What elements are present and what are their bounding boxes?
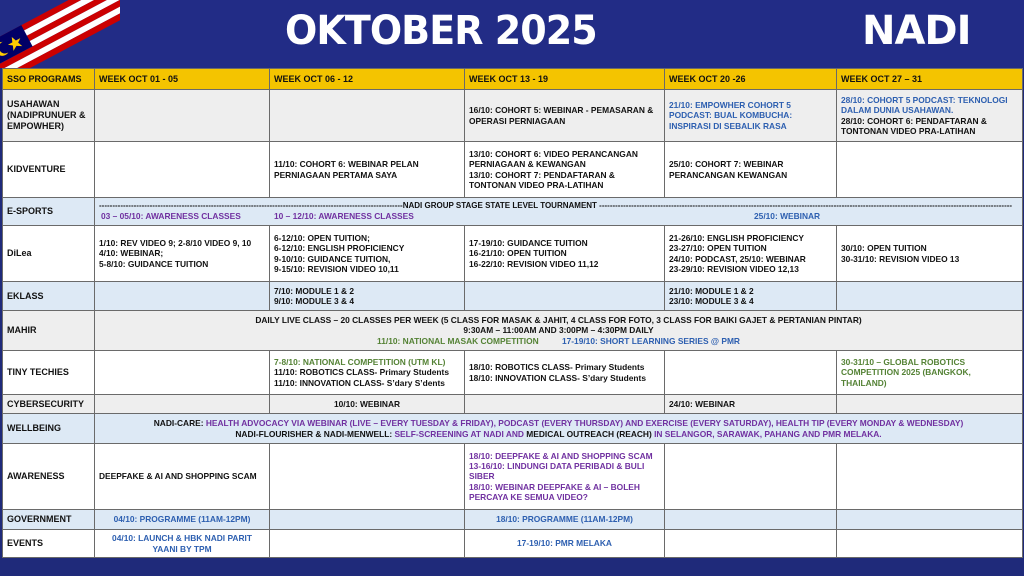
table-cell	[270, 90, 465, 142]
table-cell: 24/10: WEBINAR	[665, 395, 837, 414]
cell-line: 28/10: COHORT 5 PODCAST: TEKNOLOGI DALAM DUNIA USAHAWAN.	[841, 95, 1008, 116]
cell-line: 10 – 12/10: AWARENESS CLASSES	[274, 210, 414, 221]
cell-text: MEDICAL OUTREACH (REACH)	[526, 428, 655, 439]
cell-line: 13/10: COHORT 7: PENDAFTARAN & TONTONAN VIDEO PRA-LATIHAN	[469, 169, 615, 190]
table-cell	[665, 530, 837, 558]
cell-line: 1/10: REV VIDEO 9; 2-8/10 VIDEO 9, 10	[99, 238, 252, 249]
cell-line: 25/10: WEBINAR	[754, 210, 821, 221]
table-cell	[270, 530, 465, 558]
cell-line: 24/10: PODCAST, 25/10: WEBINAR	[669, 253, 806, 264]
program-label: CYBERSECURITY	[3, 395, 95, 414]
cell-text: 11/10: NATIONAL MASAK COMPETITION	[377, 335, 539, 346]
table-row-wellbeing	[3, 414, 1023, 444]
table-cell	[270, 282, 465, 311]
table-cell	[270, 226, 465, 282]
table-cell	[837, 142, 1023, 198]
table-cell	[465, 444, 665, 510]
program-label: EVENTS	[3, 530, 95, 558]
table-cell	[665, 510, 837, 530]
cell-text: NADI-FLOURISHER & NADI-MENWELL:	[235, 428, 395, 439]
table-cell	[665, 226, 837, 282]
cell-line: 23-27/10: OPEN TUITION	[669, 243, 767, 254]
tournament-banner: ------------------------------------------------------------------------------------------------------------------NADI GROUP STAGE STATE LEVEL TOURNAMENT -----------------------------------------------------------------------------------------------------------------------------------------------------------	[99, 201, 1013, 211]
cell-line: 6-12/10: ENGLISH PROFICIENCY	[274, 243, 405, 254]
cell-line: 9-15/10: REVISION VIDEO 10,11	[274, 263, 399, 274]
cell-line: 7/10: MODULE 1 & 2	[274, 285, 355, 296]
page-title: OKTOBER 2025	[285, 8, 597, 54]
table-cell	[95, 226, 270, 282]
cell-text: IN SELANGOR, SARAWAK, PAHANG AND PMR MELAKA.	[654, 428, 882, 439]
table-cell	[95, 351, 270, 395]
table-cell	[95, 395, 270, 414]
cell-line: 21-26/10: ENGLISH PROFICIENCY	[669, 233, 804, 243]
column-header: WEEK OCT 27 – 31	[837, 69, 1023, 90]
table-row-tiny-techies	[3, 351, 1023, 395]
cell-line	[99, 336, 1018, 346]
cell-line: 30-31/10: REVISION VIDEO 13	[841, 253, 960, 264]
table-row-dilea	[3, 226, 1023, 282]
table-row-mahir	[3, 311, 1023, 351]
program-label: AWARENESS	[3, 444, 95, 510]
cell-line: 9-10/10: GUIDANCE TUITION,	[274, 253, 391, 264]
table-cell	[465, 282, 665, 311]
cell-line: 4/10: WEBINAR;	[99, 248, 164, 259]
program-label: E-SPORTS	[3, 198, 95, 226]
cell-line: 23-29/10: REVISION VIDEO 12,13	[669, 263, 799, 274]
table-cell	[837, 395, 1023, 414]
table-cell	[665, 282, 837, 311]
cell-line: 23/10: MODULE 3 & 4	[669, 296, 754, 306]
table-row-esports	[3, 198, 1023, 226]
table-cell	[95, 414, 1023, 444]
table-cell	[95, 198, 1023, 226]
cell-line: 5-8/10: GUIDANCE TUITION	[99, 258, 209, 269]
table-cell: 17-19/10: PMR MELAKA	[465, 530, 665, 558]
table-cell: 16/10: COHORT 5: WEBINAR - PEMASARAN & OPERASI PERNIAGAAN	[465, 90, 665, 142]
program-label: GOVERNMENT	[3, 510, 95, 530]
cell-line: 13/10: COHORT 6: VIDEO PERANCANGAN PERNIAGAAN & KEWANGAN	[469, 149, 638, 170]
cell-line: 17-19/10: GUIDANCE TUITION	[469, 238, 588, 249]
table-cell	[465, 142, 665, 198]
brand-name: NADI	[862, 8, 971, 54]
cell-line: DAILY LIVE CLASS – 20 CLASSES PER WEEK (5 CLASS FOR MASAK & JAHIT, 4 CLASS FOR FOTO, 3 CLASS FOR BAIKI GAJET & PERTANIAN PINTAR)	[255, 315, 862, 326]
cell-text: SELF-SCREENING AT NADI AND	[394, 428, 527, 439]
column-header: SSO PROGRAMS	[3, 69, 95, 90]
cell-line: 11/10: ROBOTICS CLASS- Primary Students	[274, 367, 449, 378]
cell-line: 28/10: COHORT 6: PENDAFTARAN & TONTONAN VIDEO PRA-LATIHAN	[841, 115, 987, 136]
cell-line: 18/10: ROBOTICS CLASS- Primary Students	[469, 362, 645, 373]
column-header: WEEK OCT 06 - 12	[270, 69, 465, 90]
program-label: KIDVENTURE	[3, 142, 95, 198]
cell-line: 7-8/10: NATIONAL COMPETITION (UTM KL)	[274, 357, 446, 368]
table-cell	[465, 351, 665, 395]
table-cell: 25/10: COHORT 7: WEBINAR PERANCANGAN KEWANGAN	[665, 142, 837, 198]
schedule-table	[2, 68, 1023, 558]
table-row-awareness	[3, 444, 1023, 510]
cell-text: 17-19/10: SHORT LEARNING SERIES @ PMR	[561, 335, 740, 346]
table-row-kidventure	[3, 142, 1023, 198]
program-label: DiLea	[3, 226, 95, 282]
table-cell	[95, 282, 270, 311]
cell-line: 18/10: WEBINAR DEEPFAKE & AI – BOLEH PERCAYA KE SEMUA VIDEO?	[469, 481, 640, 502]
program-label: TINY TECHIES	[3, 351, 95, 395]
table-row-eklass	[3, 282, 1023, 311]
esports-events	[99, 211, 1018, 222]
program-label: WELLBEING	[3, 414, 95, 444]
table-cell	[270, 510, 465, 530]
table-cell	[837, 510, 1023, 530]
table-cell	[95, 90, 270, 142]
table-cell: DEEPFAKE & AI AND SHOPPING SCAM	[95, 444, 270, 510]
table-cell	[95, 311, 1023, 351]
cell-text: HEALTH ADVOCACY VIA WEBINAR (LIVE – EVERY TUESDAY & FRIDAY), PODCAST (EVERY THURSDAY) AND EXERCISE (EVERY SATURDAY), HEALTH TIP (EVERY MONDAY & WEDNESDAY)	[205, 418, 964, 429]
table-row-usahawan	[3, 90, 1023, 142]
column-header: WEEK OCT 20 -26	[665, 69, 837, 90]
table-row-government	[3, 510, 1023, 530]
table-cell: 21/10: EMPOWHER COHORT 5 PODCAST: BUAL KOMBUCHA: INSPIRASI DI SEBALIK RASA	[665, 90, 837, 142]
cell-text: NADI-CARE:	[153, 418, 206, 429]
table-cell: 10/10: WEBINAR	[270, 395, 465, 414]
cell-line: 16-22/10: REVISION VIDEO 11,12	[469, 258, 599, 269]
cell-line: 18/10: DEEPFAKE & AI AND SHOPPING SCAM	[469, 450, 653, 461]
table-cell	[465, 226, 665, 282]
table-cell: 11/10: COHORT 6: WEBINAR PELAN PERNIAGAAN PERTAMA SAYA	[270, 142, 465, 198]
table-cell	[837, 226, 1023, 282]
column-header: WEEK OCT 13 - 19	[465, 69, 665, 90]
malaysia-flag-icon	[0, 0, 120, 68]
table-cell	[465, 395, 665, 414]
page-header	[0, 0, 1024, 68]
cell-line: 9/10: MODULE 3 & 4	[274, 296, 355, 306]
table-cell	[270, 351, 465, 395]
column-header: WEEK OCT 01 - 05	[95, 69, 270, 90]
table-cell: 18/10: PROGRAMME (11AM-12PM)	[465, 510, 665, 530]
table-header-row	[3, 69, 1023, 90]
table-cell	[270, 444, 465, 510]
table-cell	[665, 444, 837, 510]
table-cell	[837, 90, 1023, 142]
program-label: MAHIR	[3, 311, 95, 351]
cell-line: 18/10: INNOVATION CLASS- S’dary Students	[469, 372, 646, 383]
cell-line: 21/10: MODULE 1 & 2	[669, 285, 754, 296]
table-cell: 04/10: PROGRAMME (11AM-12PM)	[95, 510, 270, 530]
table-cell	[665, 351, 837, 395]
table-cell	[95, 142, 270, 198]
cell-line: 13-16/10: LINDUNGI DATA PERIBADI & BULI SIBER	[469, 461, 645, 482]
table-cell: 30-31/10 – GLOBAL ROBOTICS COMPETITION 2025 (BANGKOK, THAILAND)	[837, 351, 1023, 395]
cell-line: 03 – 05/10: AWARENESS CLASSES	[101, 210, 241, 221]
cell-line: 16-21/10: OPEN TUITION	[469, 248, 567, 259]
cell-line: 6-12/10: OPEN TUITION;	[274, 233, 370, 243]
cell-line	[99, 418, 1018, 428]
cell-line: 30/10: OPEN TUITION	[841, 243, 927, 254]
cell-line	[99, 429, 1018, 439]
table-row-cybersecurity	[3, 395, 1023, 414]
table-row-events	[3, 530, 1023, 558]
program-label: EKLASS	[3, 282, 95, 311]
table-cell	[837, 530, 1023, 558]
table-cell	[837, 444, 1023, 510]
table-cell: 04/10: LAUNCH & HBK NADI PARIT YAANI BY TPM	[95, 530, 270, 558]
table-cell	[837, 282, 1023, 311]
cell-line: 9:30AM – 11:00AM AND 3:00PM – 4:30PM DAILY	[463, 325, 654, 336]
cell-line: 11/10: INNOVATION CLASS- S’dary S’dents	[274, 377, 445, 388]
program-label: USAHAWAN (NADIPRUNUER & EMPOWHER)	[3, 90, 95, 142]
